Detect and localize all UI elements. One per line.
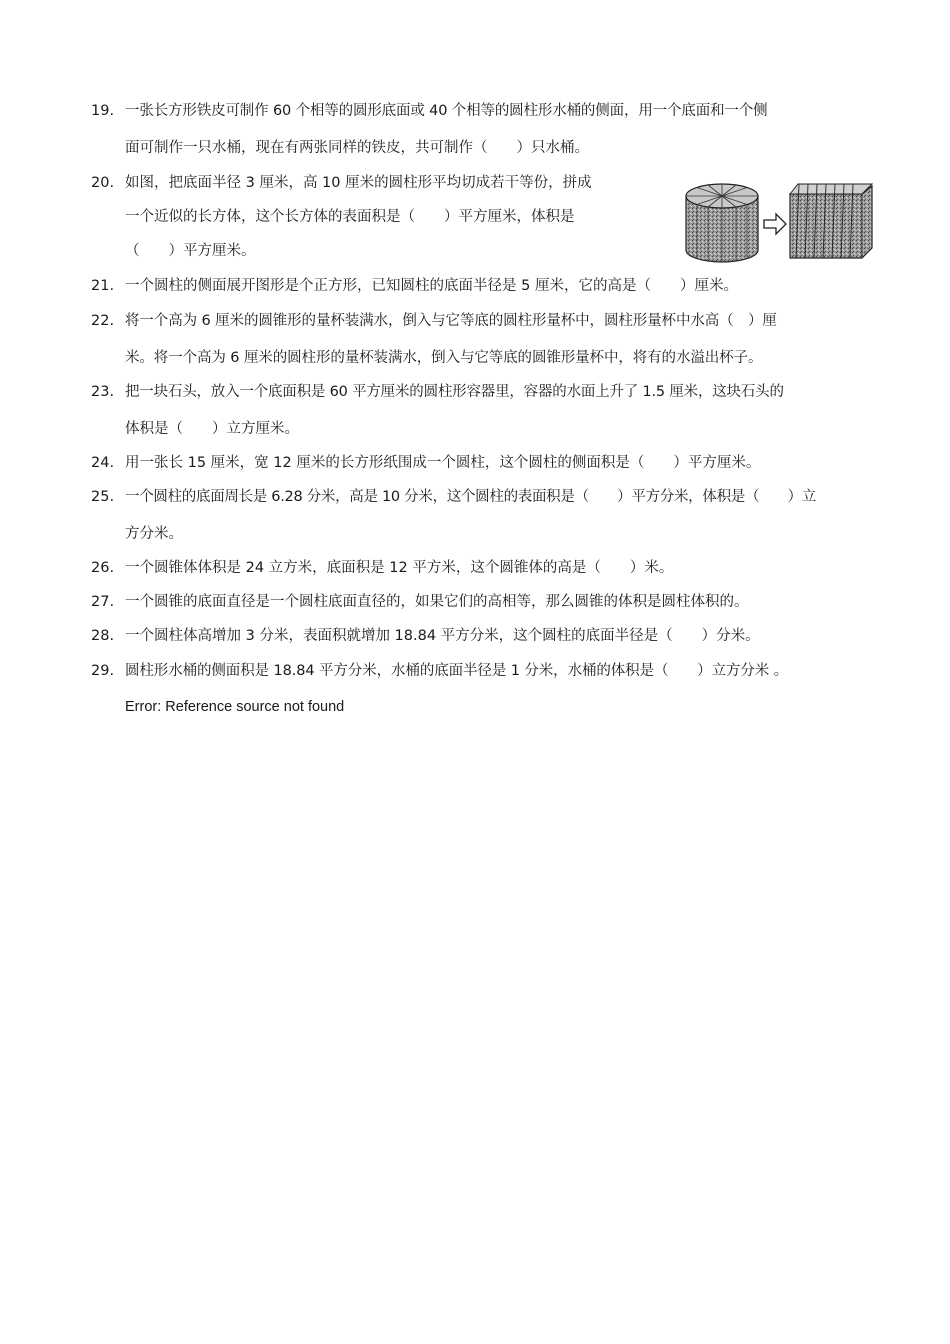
sliced-cylinder bbox=[686, 184, 758, 262]
approximate-cuboid bbox=[790, 184, 872, 258]
question-text-line: 把一块石头，放入一个底面积是 60 平方厘米的圆柱形容器里，容器的水面上升了 1.5 厘米，这块石头的 bbox=[125, 384, 784, 400]
question-text-line: 将一个高为 6 厘米的圆锥形的量杯装满水，倒入与它等底的圆柱形量杯中，圆柱形量杯中水高（ ）厘 bbox=[125, 313, 777, 329]
question-number: 19. bbox=[91, 103, 115, 119]
question-text-line: 一个圆锥的底面直径是一个圆柱底面直径的，如果它们的高相等，那么圆锥的体积是圆柱体积的。 bbox=[125, 594, 749, 610]
cylinder-to-cuboid-figure bbox=[684, 180, 876, 264]
question-text-line: 一个圆柱的底面周长是 6.28 分米，高是 10 分米，这个圆柱的表面积是（ ）平方分米，体积是（ ）立 bbox=[125, 489, 816, 505]
question-text-line: 一个圆柱的侧面展开图形是个正方形，已知圆柱的底面半径是 5 厘米，它的高是（ ）厘米。 bbox=[125, 278, 738, 294]
question-number: 24. bbox=[91, 455, 115, 471]
question-number: 22. bbox=[91, 313, 115, 329]
question-text-line: 一个圆锥体体积是 24 立方米，底面积是 12 平方米，这个圆锥体的高是（ ）米。 bbox=[125, 560, 674, 576]
question-text-line: （ ）平方厘米。 bbox=[125, 243, 256, 259]
question-number: 27. bbox=[91, 594, 115, 610]
question-text-line: 米。将一个高为 6 厘米的圆柱形的量杯装满水，倒入与它等底的圆锥形量杯中，将有的水溢出杯子。 bbox=[125, 350, 763, 366]
question-number: 29. bbox=[91, 663, 115, 679]
question-text-line: 体积是（ ）立方厘米。 bbox=[125, 421, 299, 437]
arrow-icon bbox=[764, 214, 786, 234]
question-text-line: 一个圆柱体高增加 3 分米，表面积就增加 18.84 平方分米，这个圆柱的底面半径是（ ）分米。 bbox=[125, 628, 760, 644]
question-number: 20. bbox=[91, 175, 115, 191]
question-text-line: 面可制作一只水桶，现在有两张同样的铁皮，共可制作（ ）只水桶。 bbox=[125, 140, 589, 156]
question-text-line: 一个近似的长方体，这个长方体的表面积是（ ）平方厘米，体积是 bbox=[125, 209, 575, 225]
question-text-line: 方分米。 bbox=[125, 526, 183, 542]
question-text-line: 如图，把底面半径 3 厘米，高 10 厘米的圆柱形平均切成若干等份，拼成 bbox=[125, 175, 592, 191]
question-number: 26. bbox=[91, 560, 115, 576]
question-number: 21. bbox=[91, 278, 115, 294]
reference-error-text: Error: Reference source not found bbox=[125, 699, 345, 715]
question-text-line: 圆柱形水桶的侧面积是 18.84 平方分米，水桶的底面半径是 1 分米，水桶的体积是（ ）立方分米 。 bbox=[125, 663, 789, 679]
question-number: 25. bbox=[91, 489, 115, 505]
question-number: 23. bbox=[91, 384, 115, 400]
question-text-line: 用一张长 15 厘米，宽 12 厘米的长方形纸围成一个圆柱，这个圆柱的侧面积是（ ）平方厘米。 bbox=[125, 455, 761, 471]
question-number: 28. bbox=[91, 628, 115, 644]
question-text-line: 一张长方形铁皮可制作 60 个相等的圆形底面或 40 个相等的圆柱形水桶的侧面，用一个底面和一个侧 bbox=[125, 103, 768, 119]
